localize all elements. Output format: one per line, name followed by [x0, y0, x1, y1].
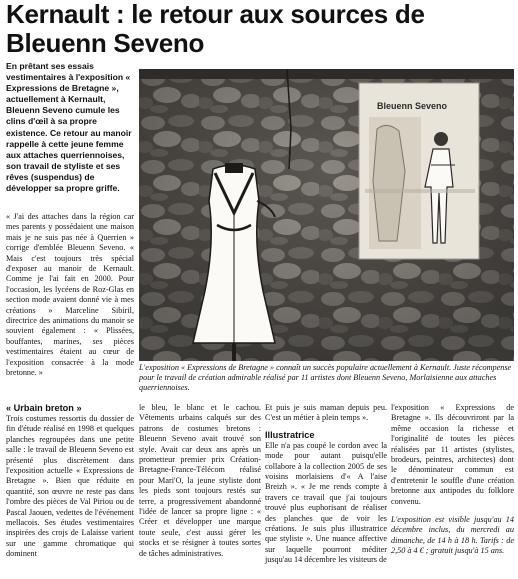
exhibition-photo [139, 69, 514, 361]
column-1-top-text: « J'ai des attaches dans la région car mes parents y possédaient une maison mais je ne suis pas née à Querrien » corrige d'emblée Bleuenn Seveno. « Mais c'est toujours très spécial d'exposer au manoir de Kernault. Comme je l'ai fait en 2000. Pour l'occasion, les lycéens de Roz-Glas en section mode avaient donné vie à mes créations » Marceline Sibiril, directrice des animations du manoir se souvient également : « Plissées, bouffantes, marines, ses pièces vestimentaires étaient au cœur de l'exposition consacrée à la mode bretonne. » [6, 212, 134, 378]
column-3 [265, 403, 387, 566]
column-2-text: le bleu, le blanc et le cachou. Vêtements urbains calqués sur des patrons de costumes bretons : Bleuenn Seveno avait trouvé son style. Avait car deux ans après un prometteur premier prix Création-Bretagne-France-Télécom réalisé pour Mari'O, la jeune styliste dont les pieds sont toujours restés sur terre, a progressivement abandonné l'idée de lancer sa propre ligne : « Créer et développer une marque toute seule, c'est aussi gérer les stocks et se résigner à toutes sortes de tâches administratives. [139, 403, 261, 558]
section-title-illustratrice: Illustratrice [265, 429, 315, 440]
column-4 [391, 403, 514, 557]
column-1-top [6, 212, 134, 379]
exhibition-photo-illustration [139, 69, 514, 361]
column-1-bottom-text: Trois costumes ressortis du dossier de fin d'étude réalisé en 1998 et quelques planches regroupées dans une petite salle : le travail de Bleuenn Seveno est présenté plus discrètement dans l'exposition actuelle « Expressions de Bretagne ». Bien que réduite en quantité, son œuvre ne reste pas dans l'ombre des pièces de Val Piriou ou de Pascal Jaouen, vedettes de l'événement mellacois. Ses études vestimentaires inspirées des crojs de Lalaisse varient sur une gamme chromatique qui dominent [6, 414, 134, 559]
poster [359, 83, 479, 259]
column-3-top-text: Et puis je suis maman depuis peu. C'est un métier à plein temps ». [265, 403, 387, 423]
column-1-bottom [6, 403, 134, 560]
column-2 [139, 403, 261, 559]
column-3-bottom-text: Elle n'a pas coupé le cordon avec la mode pour autant puisqu'elle collabore à la collection 2005 de ses voisins morlaisiens d'« A l'aise Breizh ». « Je me rends compte à travers ce travail que j'ai toujours trouvé plus euphorisant de réaliser des planches que de voir les créations. Je suis plus illustratrice que styliste ». Une nuance affective sur laquelle pourront méditer jusqu'au 14 décembre les visiteurs de [265, 440, 387, 565]
column-4-text: l'exposition « Expressions de Bretagne ». Ils découvriront par la même occasion la richesse et l'originalité de toutes les pièces réalisées par 11 artistes (stylistes, brodeurs, peintres, architectes) dont le dénominateur commun est d'entretenir le souffle d'une création bretonne aux antipodes du folklore convenu. [391, 403, 514, 506]
exhibition-info: L'exposition est visible jusqu'au 14 décembre inclus, du mercredi au dimanche, de 14 h à 18 h. Tarifs : de 2,50 à 4 € ; gratuit jusqu'à 15 ans. [391, 515, 514, 556]
section-title-urbain-breton: « Urbain breton » [6, 403, 82, 413]
photo-caption: L'exposition « Expressions de Bretagne » connaît un succès populaire actuellement à Kernault. Juste récompense pour le travail de création admirable réalisé par 11 artistes dont Bleuenn Seveno, Morlaisienne aux attaches querriennoises. [139, 363, 512, 392]
headline: Kernault : le retour aux sources de Bleuenn Seveno [6, 0, 425, 58]
poster-title: Bleuenn Seveno [377, 101, 448, 111]
lead-paragraph: En prêtant ses essais vestimentaires à l'exposition « Expressions de Bretagne », actuellement à Kernault, Bleuenn Seveno cumule les clins d'œil à sa propre existence. Ce retour au manoir rappelle à cette jeune femme aux attaches querriennoises, son travail de styliste et ses rêves (suspendus) de développer sa propre griffe. [6, 61, 132, 194]
